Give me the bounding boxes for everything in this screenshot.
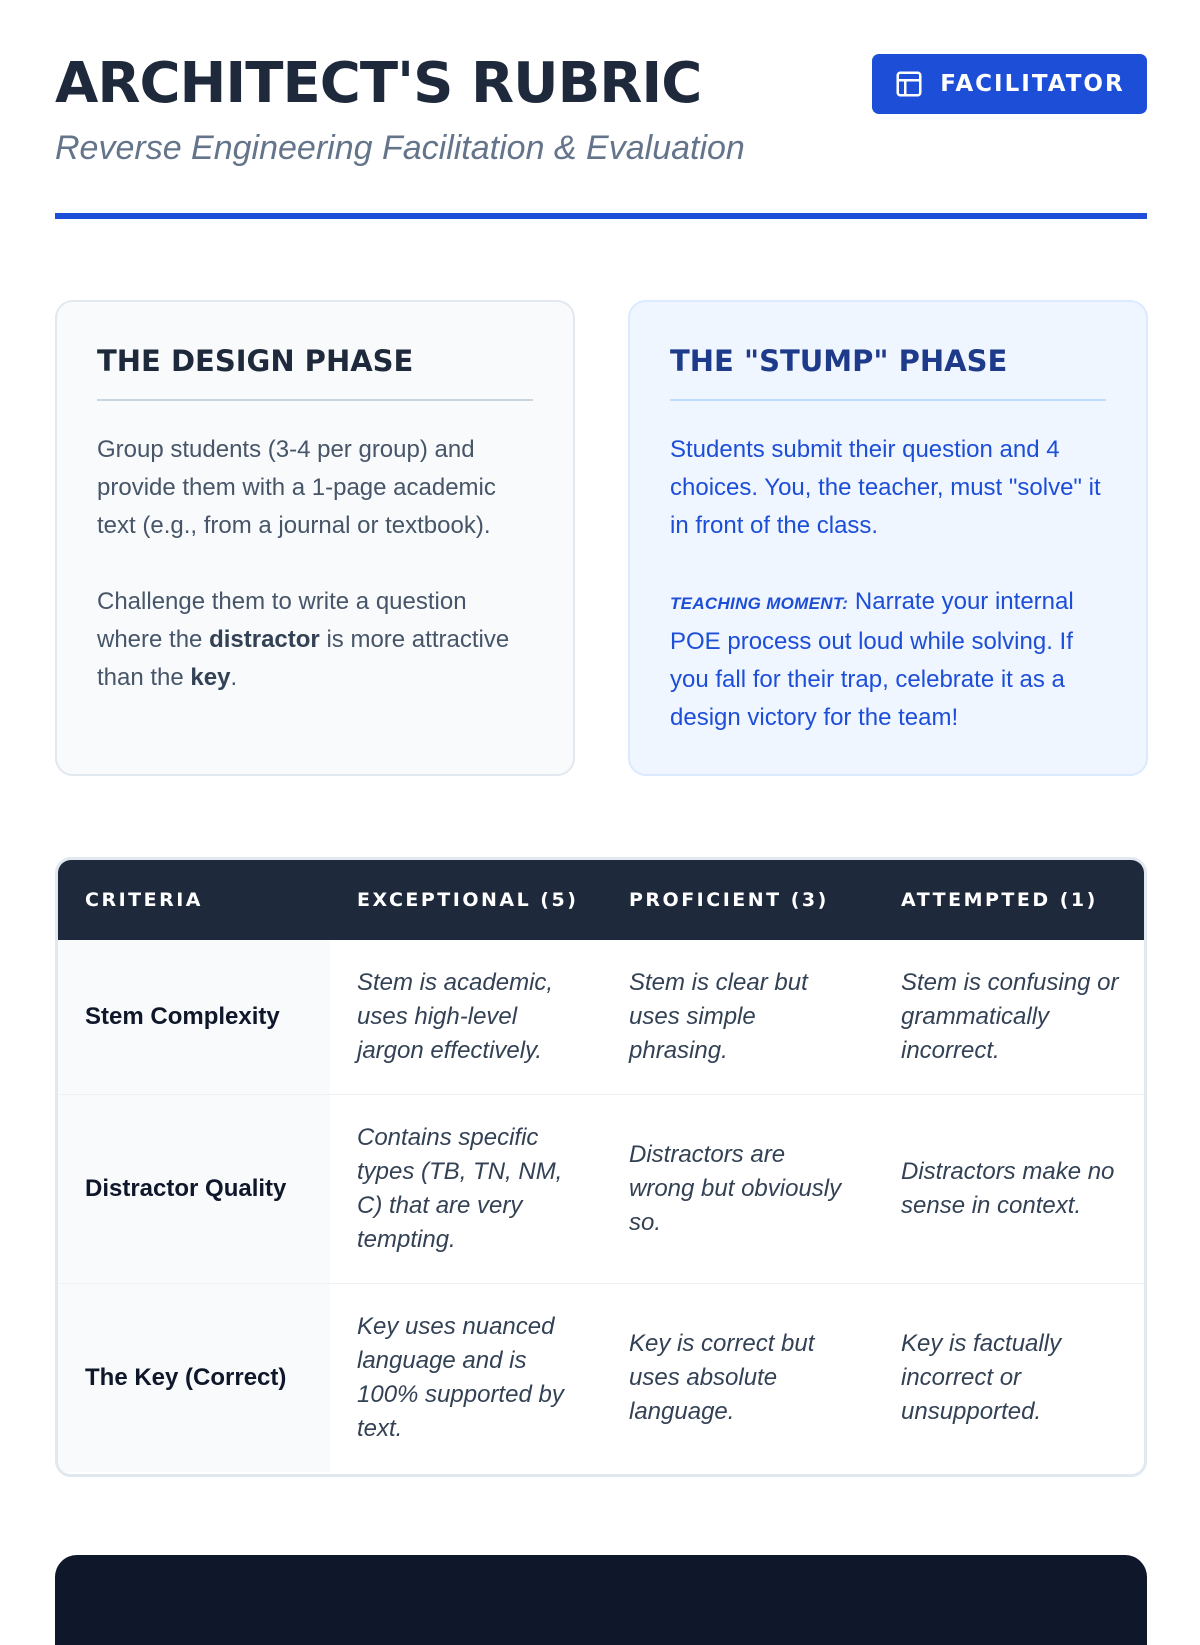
phase-cards [55, 300, 1147, 776]
criteria-cell: Stem Complexity [58, 940, 330, 1095]
exceptional-cell: Stem is academic, uses high-level jargon effectively. [330, 940, 602, 1095]
table-row [58, 1095, 1144, 1284]
criteria-cell: The Key (Correct) [58, 1284, 330, 1473]
page [55, 0, 1147, 1442]
criteria-cell: Distractor Quality [58, 1095, 330, 1284]
proficient-cell: Stem is clear but uses simple phrasing. [602, 940, 874, 1095]
teaching-moment-text: Narrate your internal POE process out loud while solving. If you fall for their trap, celebrate it as a design victory for the team! [670, 587, 1074, 731]
column-header-proficient: PROFICIENT (3) [602, 860, 874, 940]
design-phase-paragraph-1: Group students (3-4 per group) and provide them with a 1-page academic text (e.g., from a journal or textbook). [97, 435, 496, 539]
layout-panel-icon [894, 69, 924, 99]
facilitator-label: FACILITATOR [940, 71, 1125, 97]
page-subtitle: Reverse Engineering Facilitation & Evaluation [55, 129, 745, 167]
header-divider [55, 213, 1147, 219]
stump-phase-paragraph-1: Students submit their question and 4 choices. You, the teacher, must "solve" it in front of the class. [670, 435, 1101, 539]
stump-phase-card [628, 300, 1148, 776]
page-header [55, 0, 1147, 220]
column-header-attempted: ATTEMPTED (1) [874, 860, 1144, 940]
attempted-cell: Stem is confusing or grammatically incorrect. [874, 940, 1144, 1095]
design-phase-title: THE DESIGN PHASE [97, 344, 533, 401]
stump-phase-title: THE "STUMP" PHASE [670, 344, 1106, 401]
column-header-exceptional: EXCEPTIONAL (5) [330, 860, 602, 940]
distractor-emphasis: distractor [209, 625, 320, 653]
proficient-cell: Distractors are wrong but obviously so. [602, 1095, 874, 1284]
footer-banner [55, 1555, 1147, 1645]
attempted-cell: Distractors make no sense in context. [874, 1095, 1144, 1284]
table-header-row [58, 860, 1144, 940]
proficient-cell: Key is correct but uses absolute language. [629, 1330, 815, 1425]
exceptional-cell: Key uses nuanced language and is 100% supported by text. [357, 1313, 564, 1442]
rubric-table [55, 857, 1147, 1477]
page-title: ARCHITECT'S RUBRIC [55, 51, 702, 116]
design-phase-paragraph-2: Challenge them to write a question where the distractor is more attractive than the key. [97, 587, 510, 691]
column-header-criteria: CRITERIA [58, 860, 330, 940]
table-row [58, 940, 1144, 1095]
teaching-moment-paragraph [670, 583, 1106, 737]
exceptional-cell: Contains specific types (TB, TN, NM, C) that are very tempting. [330, 1095, 602, 1284]
attempted-cell: Key is factually incorrect or unsupported. [901, 1330, 1062, 1425]
design-phase-card [55, 300, 575, 776]
teaching-moment-label: TEACHING MOMENT: [670, 593, 849, 613]
facilitator-button[interactable] [872, 54, 1147, 114]
key-emphasis: key [190, 663, 231, 691]
table-row [58, 1284, 1144, 1473]
